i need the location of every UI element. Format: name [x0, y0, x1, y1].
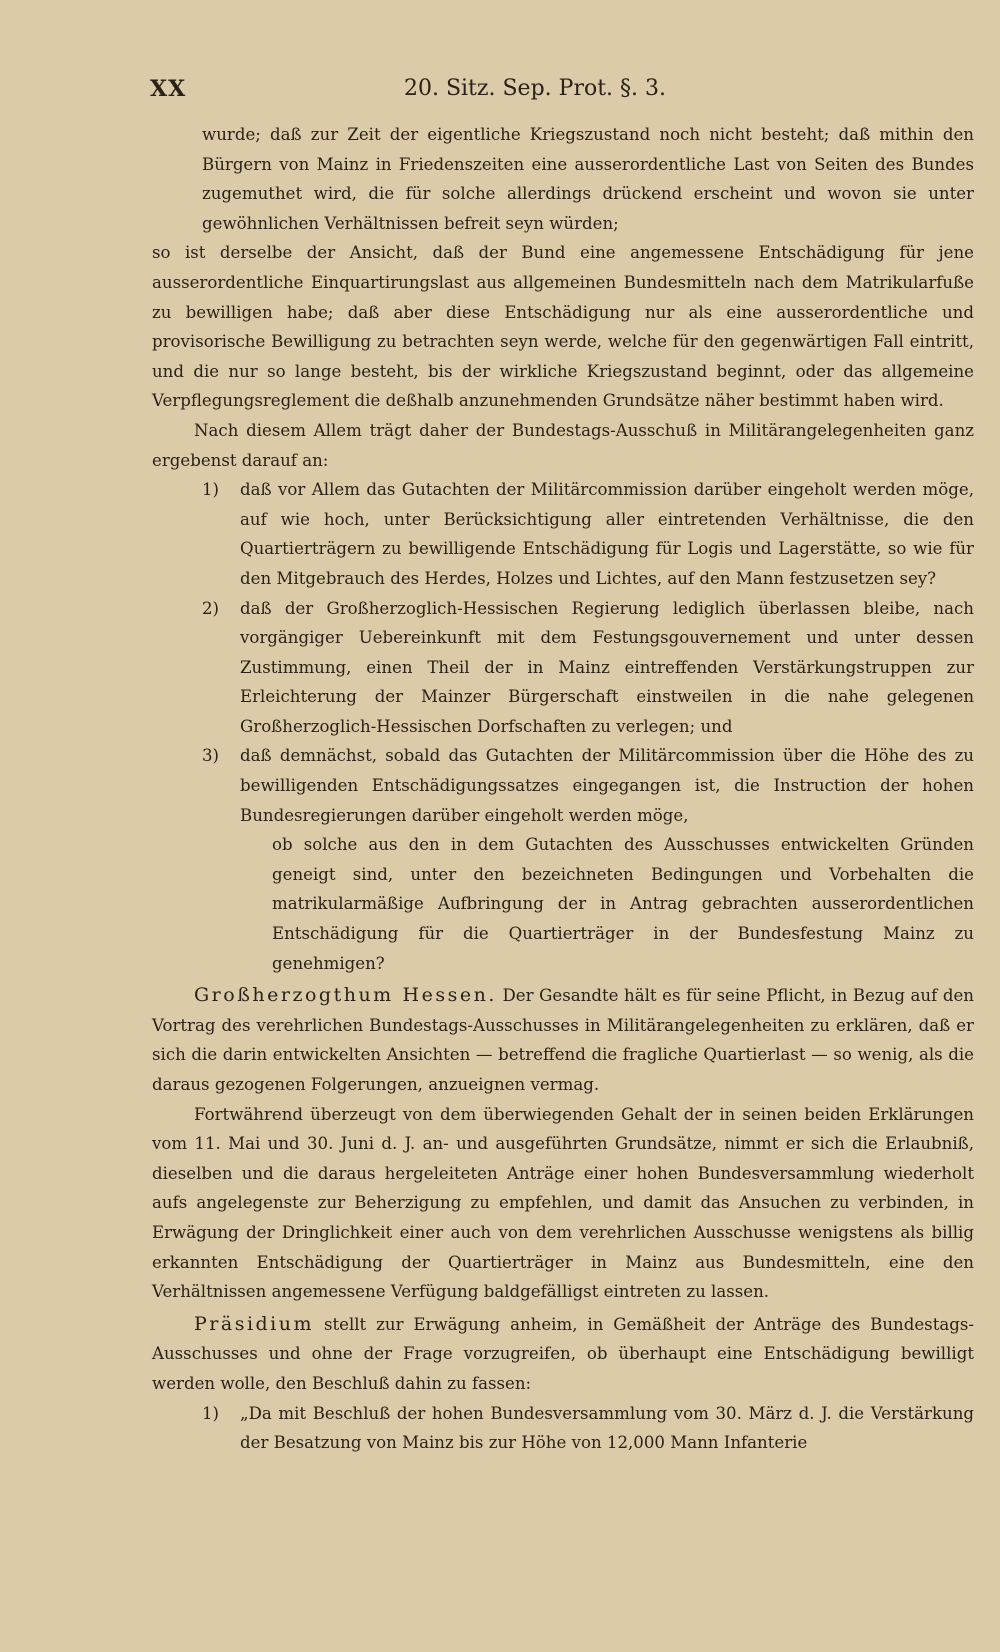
- motion-item-1: [152, 475, 974, 593]
- item-text: daß der Großherzoglich-Hessischen Regierung lediglich überlassen bleibe, nach vorgängiger Uebereinkunft mit dem Festungsgouvernement und unter dessen Zustimmung, einen Theil der in Mainz eintreffenden Verstärkungstruppen zur Erleichterung der Mainzer Bürgerschaft einstweilen in die nahe gelegenen Großherzoglich-Hessischen Dorfschaften zu verlegen; und: [240, 598, 974, 736]
- paragraph-hessen-statement: [152, 981, 974, 1099]
- item-number: 3): [202, 746, 220, 766]
- paragraph-hessen-continued: Fortwährend überzeugt von dem überwiegenden Gehalt der in seinen beiden Erklärungen vom 11. Mai und 30. Juni d. J. an- und ausgeführten Grundsätze, nimmt er sich die Erlaubniß, dieselben und die daraus hergeleiteten Anträge einer hohen Bundesversammlung wiederholt aufs angelegenste zur Beherzigung zu empfehlen, und damit das Ansuchen zu verbinden, in Erwägung der Dringlichkeit einer auch von dem verehrlichen Ausschusse wenigstens als billig erkannten Entschädigung der Quartierträger in Mainz aus Bundesmitteln, eine den Verhältnissen angemessene Verfügung baldgefälligst eintreten zu lassen.: [152, 1104, 974, 1302]
- statement-text: stellt zur Erwägung anheim, in Gemäßheit der Anträge des Bundestags-Ausschusses und ohne der Frage vorzugreifen, ob überhaupt eine Entschädigung bewilligt werden wolle, den Beschluß dahin zu fassen:: [152, 1314, 974, 1393]
- item-number: 1): [202, 480, 220, 500]
- item-number: 2): [202, 598, 220, 618]
- motion-item-3: [152, 741, 974, 830]
- paragraph-continuation: wurde; daß zur Zeit der eigentliche Kriegszustand noch nicht besteht; daß mithin den Bürgern von Mainz in Friedenszeiten eine ausserordentliche Last von Seiten des Bundes zugemuthet wird, die für solche allerdings drückend erscheint und wovon sie unter gewöhnlichen Verhältnissen befreit seyn würden;: [202, 125, 974, 233]
- resolution-item-1: [152, 1399, 974, 1458]
- paragraph-presidium: [152, 1310, 974, 1399]
- motion-item-2: [152, 594, 974, 742]
- document-body: [152, 120, 974, 1458]
- motion-item-3-question: ob solche aus den in dem Gutachten des Ausschusses entwickelten Gründen geneigt sind, unter den bezeichneten Bedingungen und Vorbehalten die matrikularmäßige Aufbringung der in Antrag gebrachten ausserordentlichen Entschädigung für die Quartierträger in der Bundesfestung Mainz zu genehmigen?: [272, 835, 974, 973]
- speaker-hessen: Großherzogthum Hessen.: [194, 984, 497, 1007]
- item-text: daß demnächst, sobald das Gutachten der Militärcommission über die Höhe des zu bewilligenden Entschädigungssatzes eingegangen ist, die Instruction der hohen Bundesregierungen darüber eingeholt werden möge,: [240, 746, 974, 825]
- statement-text: Der Gesandte hält es für seine Pflicht, in Bezug auf den Vortrag des verehrlichen Bundestags-Ausschusses in Militärangelegenheiten zu erklären, daß er sich die darin entwickelten Ansichten — betreffend die fragliche Quartierlast — so wenig, als die daraus gezogenen Folgerungen, anzueignen vermag.: [152, 986, 974, 1094]
- running-title: 20. Sitz. Sep. Prot. §. 3.: [403, 76, 667, 101]
- paragraph-motion-intro: Nach diesem Allem trägt daher der Bundestags-Ausschuß in Militärangelegenheiten ganz ergebenst darauf an:: [152, 420, 974, 470]
- item-text: daß vor Allem das Gutachten der Militärcommission darüber eingeholt werden möge, auf wie hoch, unter Berücksichtigung aller eintretenden Verhältnisse, die den Quartierträgern zu bewilligende Entschädigung für Logis und Lagerstätte, so wie für den Mitgebrauch des Herdes, Holzes und Lichtes, auf den Mann festzusetzen sey?: [240, 480, 974, 588]
- speaker-presidium: Präsidium: [194, 1312, 315, 1335]
- item-number: 1): [202, 1403, 220, 1423]
- page-header: [150, 76, 920, 112]
- item-text: „Da mit Beschluß der hohen Bundesversammlung vom 30. März d. J. die Verstärkung der Besatzung von Mainz bis zur Höhe von 12,000 Mann Infanterie: [240, 1403, 974, 1453]
- page-number: XX: [150, 76, 187, 102]
- paragraph-opinion: so ist derselbe der Ansicht, daß der Bund eine angemessene Entschädigung für jene ausserordentliche Einquartirungslast aus allgemeinen Bundesmitteln nach dem Matrikularfuße zu bewilligen habe; daß aber diese Entschädigung nur als eine ausserordentliche und provisorische Bewilligung zu betrachten seyn werde, welche für den gegenwärtigen Fall eintritt, und die nur so lange besteht, bis der wirkliche Kriegszustand beginnt, oder das allgemeine Verpflegungsreglement die deßhalb anzunehmenden Grundsätze näher bestimmt haben wird.: [152, 243, 974, 411]
